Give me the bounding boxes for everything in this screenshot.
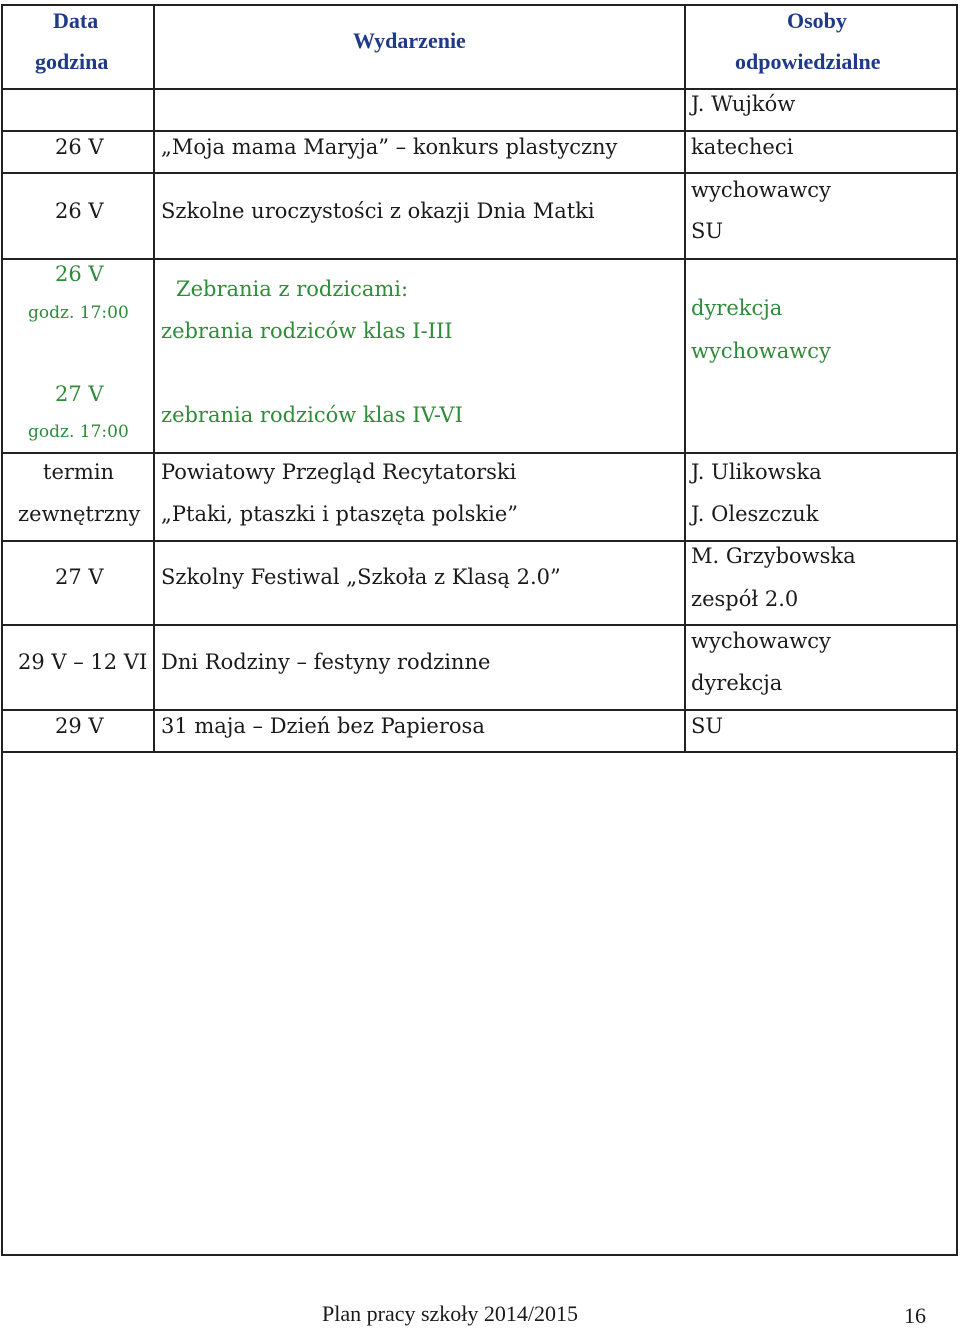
row-date: 26 V [55, 135, 104, 159]
row-divider [1, 130, 958, 132]
row-event: Szkolny Festiwal „Szkoła z Klasą 2.0” [161, 565, 561, 589]
row-date: 26 V [55, 199, 104, 223]
row-persons: J. Wujków [691, 92, 796, 116]
row-divider [1, 452, 958, 454]
footer-title: Plan pracy szkoły 2014/2015 [322, 1301, 579, 1326]
row-divider [1, 751, 958, 753]
table-border-bottom [1, 1254, 958, 1256]
row-event: Powiatowy Przegląd Recytatorski [161, 460, 517, 484]
table-border-top [1, 4, 958, 6]
row-event: „Moja mama Maryja” – konkurs plastyczny [161, 135, 618, 159]
row-date: 27 V [55, 382, 104, 406]
row-persons: J. Ulikowska [691, 460, 822, 484]
column-divider [684, 4, 686, 753]
row-event: „Ptaki, ptaszki i ptaszęta polskie” [161, 502, 518, 526]
header-date: Data [53, 8, 99, 33]
header-persons-2: odpowiedzialne [735, 49, 881, 74]
table-border-left [1, 4, 3, 1256]
row-date: 29 V [55, 714, 104, 738]
row-divider [1, 172, 958, 174]
row-event: Szkolne uroczystości z okazji Dnia Matki [161, 199, 595, 223]
row-event: Dni Rodziny – festyny rodzinne [161, 650, 491, 674]
row-persons: J. Oleszczuk [691, 502, 819, 526]
row-date: 27 V [55, 565, 104, 589]
row-persons: M. Grzybowska [691, 544, 856, 568]
row-date: termin [43, 460, 115, 484]
row-divider [1, 540, 958, 542]
row-date: zewnętrzny [18, 502, 141, 526]
page-number: 16 [904, 1303, 926, 1328]
row-divider [1, 258, 958, 260]
header-persons: Osoby [787, 8, 847, 33]
row-persons: wychowawcy [691, 339, 831, 363]
row-event: 31 maja – Dzień bez Papierosa [161, 714, 485, 738]
row-persons: dyrekcja [691, 671, 783, 695]
row-event: Zebrania z rodzicami: [176, 277, 409, 301]
row-divider [1, 624, 958, 626]
row-event: zebrania rodziców klas I-III [161, 319, 453, 343]
row-persons: SU [691, 219, 724, 243]
row-event: zebrania rodziców klas IV-VI [161, 403, 463, 427]
row-time: godz. 17:00 [28, 422, 129, 442]
row-persons: dyrekcja [691, 296, 783, 320]
row-date: 26 V [55, 262, 104, 286]
row-persons: SU [691, 714, 724, 738]
row-persons: wychowawcy [691, 178, 831, 202]
row-divider [1, 88, 958, 90]
row-date: 29 V – 12 VI [18, 650, 148, 674]
header-event: Wydarzenie [353, 28, 466, 53]
row-persons: zespół 2.0 [691, 587, 799, 611]
row-time: godz. 17:00 [28, 303, 129, 323]
table-border-right [956, 4, 958, 1256]
header-time: godzina [35, 49, 109, 74]
column-divider [153, 4, 155, 753]
row-persons: wychowawcy [691, 629, 831, 653]
row-divider [1, 709, 958, 711]
row-persons: katecheci [691, 135, 794, 159]
